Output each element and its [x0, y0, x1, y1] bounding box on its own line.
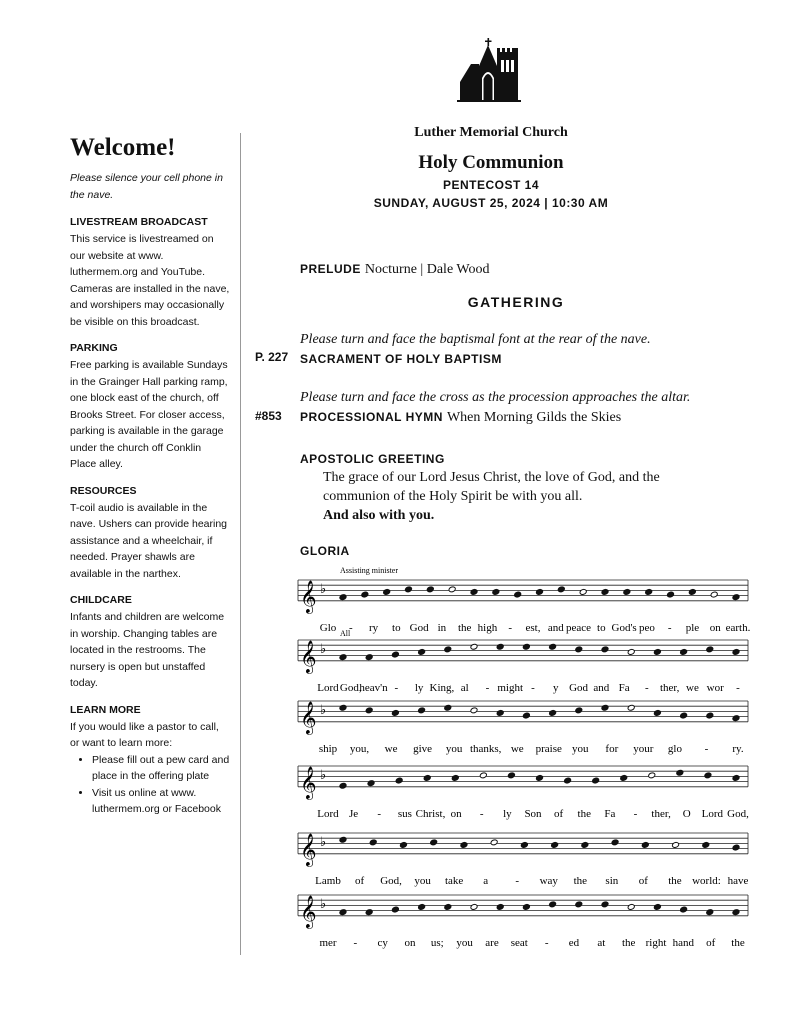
lyric-syllable: Lord — [317, 681, 339, 694]
baptism-instruction: Please turn and face the baptismal font at the rear of the nave. — [300, 332, 651, 347]
lyric-syllable: - — [377, 807, 382, 820]
music-note — [423, 775, 431, 782]
lyric-syllable: God, — [339, 681, 362, 694]
music-note — [444, 704, 452, 711]
flat-sign-icon: ♭ — [320, 768, 327, 783]
music-note — [557, 586, 565, 593]
baptism-row — [300, 350, 502, 368]
music-note — [581, 842, 589, 849]
music-note — [451, 775, 459, 782]
music-note — [732, 909, 740, 916]
lyric-syllable: - — [348, 621, 353, 634]
lyric-syllable: Fa — [604, 807, 616, 820]
lyric-syllable: - — [645, 681, 649, 694]
lyric-syllable: seat — [510, 936, 528, 949]
gloria-label: GLORIA — [300, 544, 350, 558]
hymn-row — [300, 408, 621, 426]
music-note — [339, 836, 347, 843]
flat-sign-icon: ♭ — [320, 582, 327, 597]
lyric-syllable: of — [706, 936, 716, 949]
greeting-response: And also with you. — [323, 508, 435, 523]
lyric-syllable: al — [460, 681, 469, 694]
learn-more-body: If you would like a pastor to call, or want to learn more: — [70, 720, 219, 749]
resources-body: T-coil audio is available in the nave. Ushers can provide hearing assistance and a wheelchair, if needed. Prayer shawls are available in the narthex. — [70, 501, 228, 580]
lyric-syllable: ship — [318, 742, 338, 755]
livestream-body: This service is livestreamed on our website at www. luthermem.org and YouTube. Cameras are installed in the nave, and worshipers may occasionally be visible on this broadcast. — [70, 233, 230, 328]
music-note — [549, 643, 557, 650]
flat-sign-icon: ♭ — [320, 897, 327, 912]
lyric-syllable: you — [456, 936, 473, 949]
list-item: • Please fill out a pew card and place in the offering plate — [92, 752, 230, 785]
lyric-syllable: you — [572, 742, 589, 755]
music-note — [522, 904, 530, 911]
music-note — [575, 646, 583, 653]
lyric-syllable: wor — [706, 681, 724, 694]
lyric-syllable: Christ, — [415, 807, 446, 820]
prelude-value: Nocturne | Dale Wood — [364, 262, 490, 277]
music-note — [601, 704, 609, 711]
music-note — [672, 842, 680, 849]
lyric-syllable: ly — [503, 807, 512, 820]
lyric-syllable: God, — [380, 874, 402, 887]
lyric-syllable: thanks, — [469, 742, 502, 755]
music-note — [579, 589, 587, 596]
music-note — [369, 839, 377, 846]
music-note — [641, 842, 649, 849]
lyric-syllable: and — [547, 621, 564, 634]
greeting-row — [300, 450, 445, 468]
music-note — [564, 777, 572, 784]
music-note — [514, 591, 522, 598]
music-note — [470, 707, 478, 714]
lyric-syllable: on — [709, 621, 721, 634]
lyric-syllable: ple — [685, 621, 700, 634]
lyric-syllable: glo — [667, 742, 682, 755]
music-note — [367, 780, 375, 787]
lyric-syllable: peace — [566, 621, 592, 634]
prelude-row — [300, 260, 490, 278]
hymn-value: When Morning Gilds the Skies — [446, 410, 622, 425]
livestream-heading: LIVESTREAM BROADCAST — [70, 216, 208, 228]
music-note — [418, 649, 426, 656]
parking-body: Free parking is available Sundays in the Grainger Hall parking ramp, one block east of the church, off Brooks Street. For closer access, parking is available in the garage under the church off Conklin Place alley. — [70, 359, 228, 470]
lyric-syllable: praise — [535, 742, 562, 755]
lyric-syllable: - — [515, 874, 520, 887]
lyric-syllable: to — [392, 621, 401, 634]
lyric-syllable: of — [354, 874, 365, 887]
music-note — [426, 586, 434, 593]
lyric-syllable: you, — [349, 742, 370, 755]
lyric-syllable: Lord — [701, 807, 724, 820]
lyric-syllable: peo — [638, 621, 655, 634]
music-note — [601, 646, 609, 653]
music-note — [339, 654, 347, 661]
lyric-syllable: the — [668, 874, 682, 887]
music-note — [522, 712, 530, 719]
baptism-page-number: P. 227 — [255, 350, 289, 364]
lyric-syllable: your — [633, 742, 654, 755]
music-note — [339, 782, 347, 789]
list-item: • Visit us online at www. luthermem.org or Facebook — [92, 785, 230, 818]
music-note — [444, 646, 452, 653]
music-note — [365, 909, 373, 916]
lyric-syllable: God, — [727, 807, 749, 820]
service-date: SUNDAY, AUGUST 25, 2024 | 10:30 AM — [373, 196, 609, 210]
lyric-syllable: ry — [368, 621, 379, 634]
music-note — [601, 589, 609, 596]
lyric-syllable: - — [736, 681, 740, 694]
lyric-syllable: we — [686, 681, 699, 694]
lyric-syllable: high — [477, 621, 498, 634]
lyric-syllable: mer — [319, 936, 337, 949]
lyric-syllable: the — [457, 621, 472, 634]
lyric-syllable: on — [450, 807, 462, 820]
gloria-music-score — [290, 560, 750, 970]
music-note — [400, 842, 408, 849]
music-note — [470, 643, 478, 650]
music-note — [405, 586, 413, 593]
hymn-number: #853 — [255, 409, 282, 423]
music-note — [732, 715, 740, 722]
music-note — [395, 777, 403, 784]
lyric-syllable: give — [413, 742, 433, 755]
music-note — [627, 904, 635, 911]
lyric-syllable: - — [667, 621, 672, 634]
music-note — [339, 704, 347, 711]
lyric-syllable: cy — [377, 936, 388, 949]
lyric-syllable: - — [479, 807, 484, 820]
lyric-syllable: - — [544, 936, 549, 949]
music-note — [653, 649, 661, 656]
music-note — [623, 589, 631, 596]
music-note — [732, 649, 740, 656]
lyric-syllable: on — [404, 936, 416, 949]
lyric-syllable: ther, — [651, 807, 671, 820]
music-note — [732, 775, 740, 782]
lyric-syllable: of — [554, 807, 564, 820]
lyric-syllable: take — [444, 874, 464, 887]
learn-more-list — [70, 752, 230, 818]
music-note — [549, 901, 557, 908]
lyric-syllable: - — [353, 936, 358, 949]
lyric-syllable: are — [485, 936, 499, 949]
church-name: Luther Memorial Church — [414, 125, 568, 140]
lyric-syllable: Lamb — [315, 874, 341, 887]
music-note — [680, 906, 688, 913]
flat-sign-icon: ♭ — [320, 835, 327, 850]
music-note — [339, 594, 347, 601]
lyric-syllable: - — [508, 621, 513, 634]
lyric-syllable: y — [553, 681, 559, 694]
lyric-syllable: we — [384, 742, 398, 755]
lyric-syllable: sus — [397, 807, 412, 820]
music-note — [430, 839, 438, 846]
music-note — [732, 844, 740, 851]
treble-clef-icon: 𝄞 — [300, 639, 317, 673]
lyric-syllable: earth. — [725, 621, 750, 634]
lyric-syllable: Fa — [618, 681, 630, 694]
lyric-syllable: Glo — [319, 621, 337, 634]
treble-clef-icon: 𝄞 — [300, 579, 317, 613]
lyric-syllable: you — [445, 742, 463, 755]
childcare-body: Infants and children are welcome in worship. Changing tables are located in the restrooms. The nursery is open but unstaffed today. — [70, 611, 225, 689]
treble-clef-icon: 𝄞 — [300, 765, 317, 799]
flat-sign-icon: ♭ — [320, 703, 327, 718]
lyric-syllable: you — [414, 874, 431, 887]
hymn-label: PROCESSIONAL HYMN — [300, 410, 443, 424]
music-note — [365, 654, 373, 661]
music-note — [339, 909, 347, 916]
music-note — [653, 904, 661, 911]
music-note — [391, 906, 399, 913]
treble-clef-icon: 𝄞 — [300, 832, 317, 866]
music-note — [361, 591, 369, 598]
music-note — [536, 589, 544, 596]
music-note — [496, 643, 504, 650]
music-note — [365, 707, 373, 714]
lyric-syllable: the — [731, 936, 745, 949]
lyric-syllable: way — [539, 874, 558, 887]
music-note — [627, 649, 635, 656]
music-note — [448, 586, 456, 593]
music-note — [704, 772, 712, 779]
lyric-syllable: ther, — [659, 681, 680, 694]
learn-more-heading: LEARN MORE — [70, 703, 141, 716]
music-note — [601, 901, 609, 908]
cue-label: All — [340, 629, 351, 638]
music-note — [391, 710, 399, 717]
music-note — [522, 643, 530, 650]
music-note — [706, 909, 714, 916]
lyric-syllable: world: — [692, 874, 721, 887]
resources-heading: RESOURCES — [70, 484, 137, 497]
music-note — [444, 904, 452, 911]
treble-clef-icon: 𝄞 — [300, 894, 317, 928]
lyric-syllable: the — [621, 936, 636, 949]
flat-sign-icon: ♭ — [320, 642, 327, 657]
lyric-syllable: to — [597, 621, 606, 634]
music-note — [710, 591, 718, 598]
music-note — [667, 591, 675, 598]
music-note — [508, 772, 516, 779]
lyric-syllable: King, — [429, 681, 455, 694]
treble-clef-icon: 𝄞 — [300, 700, 317, 734]
lyric-syllable: of — [638, 874, 648, 887]
music-note — [479, 772, 487, 779]
lyric-syllable: - — [633, 807, 638, 820]
music-note — [496, 904, 504, 911]
music-note — [575, 707, 583, 714]
prelude-label: PRELUDE — [300, 262, 361, 276]
music-note — [627, 704, 635, 711]
music-note — [706, 712, 714, 719]
lyric-syllable: God — [409, 621, 429, 634]
greeting-label: APOSTOLIC GREETING — [300, 452, 445, 466]
music-note — [470, 904, 478, 911]
gloria-row — [300, 542, 350, 560]
music-note — [391, 651, 399, 658]
sidebar — [70, 134, 230, 818]
greeting-text — [323, 468, 723, 525]
music-note — [470, 589, 478, 596]
column-divider — [240, 133, 241, 955]
music-note — [653, 710, 661, 717]
lyric-syllable: at — [597, 936, 606, 949]
lyric-syllable: - — [531, 681, 535, 694]
music-note — [645, 589, 653, 596]
music-note — [732, 594, 740, 601]
lyric-syllable: God's — [611, 621, 637, 634]
music-note — [706, 646, 714, 653]
lyric-syllable: the — [573, 874, 588, 887]
lyric-syllable: heav'n — [359, 681, 388, 694]
welcome-heading: Welcome! — [70, 134, 176, 161]
lyric-syllable: Je — [349, 807, 359, 820]
lyric-syllable: for — [605, 742, 619, 755]
lyric-syllable: ed — [568, 936, 580, 949]
music-note — [575, 901, 583, 908]
music-note — [680, 649, 688, 656]
lyric-syllable: hand — [672, 936, 695, 949]
season-label: PENTECOST 14 — [442, 178, 540, 192]
lyric-syllable: have — [727, 874, 749, 887]
cue-label: Assisting minister — [340, 566, 399, 575]
lyric-syllable: Son — [524, 807, 542, 820]
music-note — [680, 712, 688, 719]
parking-heading: PARKING — [70, 342, 118, 354]
lyric-syllable: est, — [525, 621, 541, 634]
music-note — [620, 775, 628, 782]
lyric-syllable: the — [577, 807, 591, 820]
music-note — [492, 589, 500, 596]
lyric-syllable: - — [704, 742, 709, 755]
lyric-syllable: God — [569, 681, 589, 694]
music-note — [592, 777, 600, 784]
lyric-syllable: us; — [430, 936, 444, 949]
music-note — [611, 839, 619, 846]
lyric-syllable: we — [510, 742, 524, 755]
music-note — [648, 772, 656, 779]
music-note — [460, 842, 468, 849]
church-building-icon — [457, 38, 521, 102]
music-note — [418, 904, 426, 911]
gathering-heading: GATHERING — [467, 294, 565, 310]
baptism-label: SACRAMENT OF HOLY BAPTISM — [300, 352, 502, 366]
greeting-body: The grace of our Lord Jesus Christ, the love of God, and the communion of the Holy Spirit be with you all. — [323, 470, 660, 504]
lyric-syllable: ly — [414, 681, 424, 694]
music-note — [549, 710, 557, 717]
music-note — [418, 707, 426, 714]
lyric-syllable: right — [645, 936, 667, 949]
lyric-syllable: - — [485, 681, 490, 694]
lyric-syllable: and — [593, 681, 610, 694]
service-title: Holy Communion — [418, 152, 564, 173]
music-note — [536, 775, 544, 782]
music-note — [551, 842, 559, 849]
lyric-syllable: ry. — [732, 742, 744, 755]
music-note — [383, 589, 391, 596]
lyric-syllable: might — [497, 681, 524, 694]
silence-note: Please silence your cell phone in the nave. — [70, 172, 223, 201]
music-note — [496, 710, 504, 717]
childcare-heading: CHILDCARE — [70, 594, 132, 606]
music-note — [702, 842, 710, 849]
lyric-syllable: Lord — [317, 807, 339, 820]
music-note — [490, 839, 498, 846]
lyric-syllable: in — [437, 621, 447, 634]
music-note — [520, 842, 528, 849]
music-note — [688, 589, 696, 596]
lyric-syllable: sin — [605, 874, 619, 887]
music-note — [676, 769, 684, 776]
lyric-syllable: a — [483, 874, 489, 887]
lyric-syllable: - — [394, 681, 399, 694]
procession-instruction: Please turn and face the cross as the procession approaches the altar. — [300, 390, 691, 405]
lyric-syllable: O — [682, 807, 691, 820]
